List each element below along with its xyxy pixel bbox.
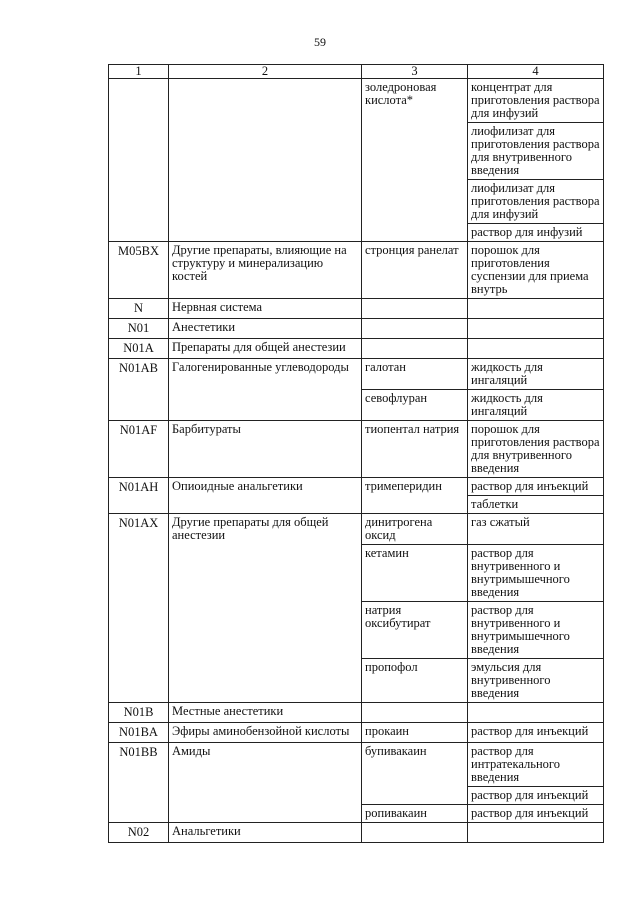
group-name [169, 79, 362, 242]
dosage-form: концентрат для приготовления раствора для инфузий [468, 79, 603, 123]
atc-code: N01BA [109, 723, 169, 743]
dosage-forms-empty [468, 299, 604, 319]
table-row [109, 823, 604, 843]
dosage-form: раствор для инъекций [471, 806, 589, 820]
group-name: Препараты для общей анестезии [169, 339, 362, 359]
dosage-forms-empty [468, 339, 604, 359]
atc-code: N02 [109, 823, 169, 843]
dosage-forms-empty [468, 823, 604, 843]
table-row [109, 703, 604, 723]
atc-code: N [109, 299, 169, 319]
drug-name: кетамин [362, 545, 468, 602]
drug-name: натрия оксибутират [362, 602, 468, 659]
dosage-form: раствор для инъекций [468, 478, 603, 496]
dosage-form: жидкость для ингаляций [471, 360, 543, 387]
dosage-forms-cell [468, 602, 604, 659]
table-row [109, 299, 604, 319]
atc-code: N01A [109, 339, 169, 359]
column-header: 4 [468, 65, 604, 79]
drug-name: прокаин [362, 723, 468, 743]
dosage-form: эмульсия для внутривенного введения [471, 660, 551, 700]
table-row [109, 242, 604, 299]
table-row [109, 723, 604, 743]
atc-code: N01AX [109, 514, 169, 703]
column-header: 3 [362, 65, 468, 79]
dosage-form: раствор для интратекального введения [468, 743, 603, 787]
dosage-form: лиофилизат для приготовления раствора для внутривенного введения [468, 123, 603, 180]
group-name: Барбитураты [169, 421, 362, 478]
group-name: Другие препараты, влияющие на структуру и минерализацию костей [169, 242, 362, 299]
drug-name: галотан [362, 359, 468, 390]
atc-code: M05BX [109, 242, 169, 299]
dosage-forms-cell [468, 421, 604, 478]
group-name: Амиды [169, 743, 362, 823]
dosage-form: раствор для инфузий [471, 225, 583, 239]
dosage-forms-cell [468, 359, 604, 390]
drug-name: севофлуран [362, 390, 468, 421]
drug-name: пропофол [362, 659, 468, 703]
table-row [109, 339, 604, 359]
group-name: Эфиры аминобензойной кислоты [169, 723, 362, 743]
dosage-form: раствор для инъекций [471, 788, 589, 802]
atc-code: N01 [109, 319, 169, 339]
dosage-form: жидкость для ингаляций [471, 391, 543, 418]
drug-name: стронция ранелат [362, 242, 468, 299]
dosage-forms-cell [468, 723, 604, 743]
dosage-forms-cell [468, 478, 604, 514]
drug-name-empty [362, 823, 468, 843]
group-name: Анестетики [169, 319, 362, 339]
dosage-form: раствор для внутривенного и внутримышечного введения [471, 603, 570, 656]
dosage-form: лиофилизат для приготовления раствора для инфузий [468, 180, 603, 224]
group-name: Нервная система [169, 299, 362, 319]
dosage-forms-cell [468, 659, 604, 703]
atc-code [109, 79, 169, 242]
table-row [109, 79, 604, 242]
group-name: Другие препараты для общей анестезии [169, 514, 362, 703]
dosage-form: раствор для инъекций [471, 724, 589, 738]
column-header: 1 [109, 65, 169, 79]
table-row [109, 359, 604, 390]
dosage-form: порошок для приготовления суспензии для приема внутрь [471, 243, 589, 296]
table-row [109, 514, 604, 545]
table-row [109, 743, 604, 805]
dosage-forms-cell [468, 242, 604, 299]
page-number: 59 [314, 35, 326, 49]
drug-name: динитрогена оксид [362, 514, 468, 545]
drug-name-empty [362, 319, 468, 339]
dosage-form: раствор для внутривенного и внутримышечного введения [471, 546, 570, 599]
table-row [109, 319, 604, 339]
table-row [109, 421, 604, 478]
atc-code: N01B [109, 703, 169, 723]
dosage-forms-cell [468, 79, 604, 242]
atc-code: N01BB [109, 743, 169, 823]
dosage-form: газ сжатый [471, 515, 530, 529]
dosage-form: таблетки [471, 497, 519, 511]
group-name: Опиоидные анальгетики [169, 478, 362, 514]
column-header: 2 [169, 65, 362, 79]
group-name: Анальгетики [169, 823, 362, 843]
dosage-form: порошок для приготовления раствора для внутривенного введения [471, 422, 600, 475]
table-header-row [109, 65, 604, 79]
drug-name: бупивакаин [362, 743, 468, 805]
drug-name: золедроновая кислота* [362, 79, 468, 242]
dosage-forms-empty [468, 319, 604, 339]
atc-code: N01AB [109, 359, 169, 421]
atc-code: N01AF [109, 421, 169, 478]
dosage-forms-cell [468, 545, 604, 602]
drug-name: тиопентал натрия [362, 421, 468, 478]
group-name: Местные анестетики [169, 703, 362, 723]
drug-name: ропивакаин [362, 805, 468, 823]
drug-table [108, 64, 604, 843]
dosage-forms-empty [468, 703, 604, 723]
group-name: Галогенированные углеводороды [169, 359, 362, 421]
atc-code: N01AH [109, 478, 169, 514]
dosage-forms-cell [468, 514, 604, 545]
drug-name: тримеперидин [362, 478, 468, 514]
table-row [109, 478, 604, 514]
drug-name-empty [362, 299, 468, 319]
drug-name-empty [362, 703, 468, 723]
drug-name-empty [362, 339, 468, 359]
dosage-forms-cell [468, 743, 604, 805]
dosage-forms-cell [468, 805, 604, 823]
dosage-forms-cell [468, 390, 604, 421]
